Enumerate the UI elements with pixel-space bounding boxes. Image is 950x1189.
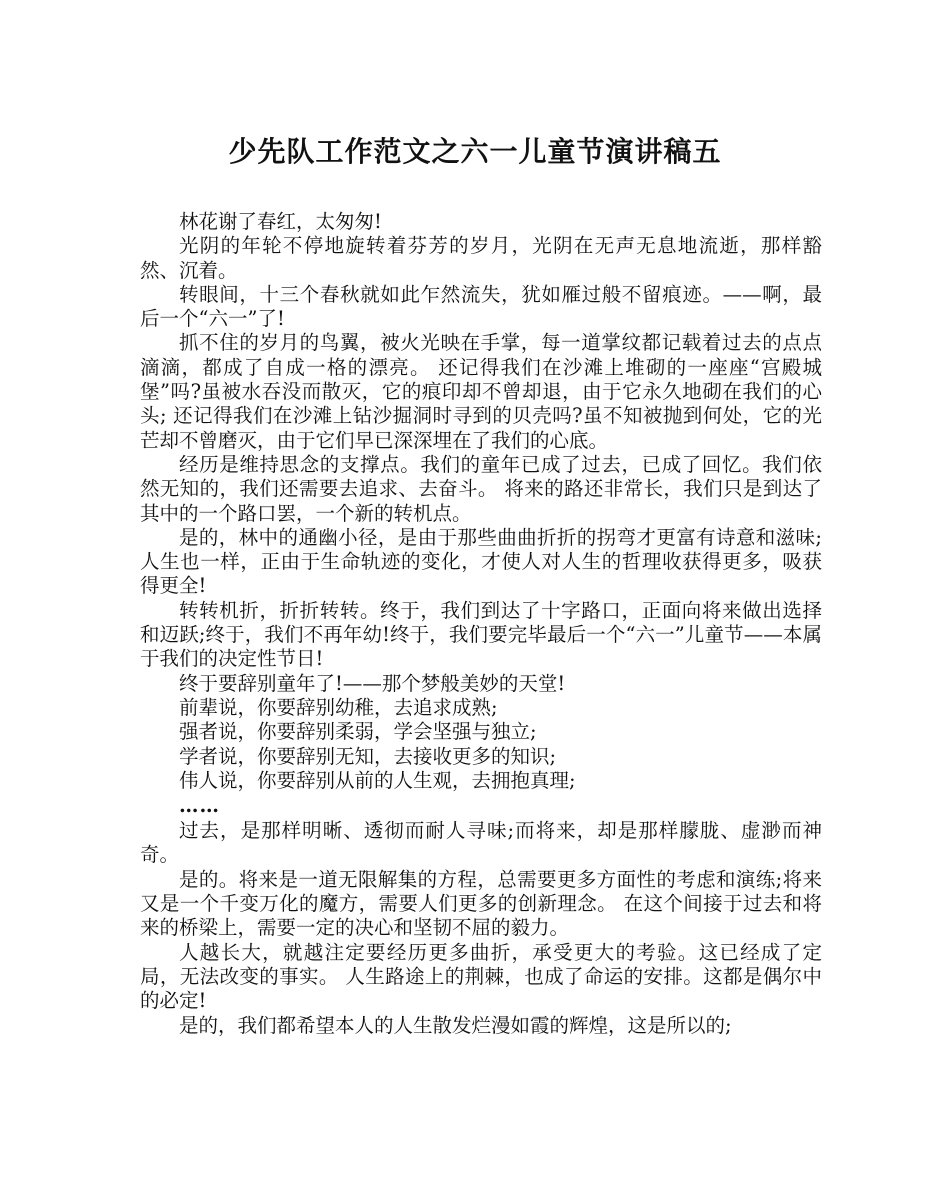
paragraph: 是的，我们都希望本人的人生散发烂漫如霞的辉煌，这是所以的; xyxy=(179,1013,732,1037)
paragraph: 抓不住的岁月的鸟翼，被火光映在手掌，每一道掌纹都记载着过去的点点滴滴，都成了自成一格的漂亮。 还记得我们在沙滩上堆砌的一座座“宫殿城堡”吗?虽被水吞没而散灭，它的痕印却不曾却退，由于它永久地砌在我们的心头; 还记得我们在沙滩上钻沙掘洞时寻到的贝壳吗?虽不知被抛到何处，它的光芒却不曾磨灭，由于它们早已深深埋在了我们的心底。 xyxy=(140,331,822,452)
paragraph: 学者说，你要辞别无知，去接收更多的知识; xyxy=(179,744,557,768)
paragraph: 是的。将来是一道无限解集的方程，总需要更多方面性的考虑和演练;将来又是一个千变万化的魔方，需要人们更多的创新理念。 在这个间接于过去和将来的桥梁上，需要一定的决心和坚韧不屈的毅力。 xyxy=(140,867,822,940)
document-body xyxy=(140,210,822,1038)
paragraph: 人越长大，就越注定要经历更多曲折，承受更大的考验。这已经成了定局，无法改变的事实。 人生路途上的荆棘，也成了命运的安排。这都是偶尔中的必定! xyxy=(140,940,822,1013)
ellipsis-line: …… xyxy=(179,794,220,818)
paragraph: 是的，林中的通幽小径，是由于那些曲曲折折的拐弯才更富有诗意和滋味;人生也一样，正由于生命轨迹的变化，才使人对人生的哲理收获得更多，吸获得更全! xyxy=(140,525,822,598)
paragraph: 转眼间，十三个春秋就如此乍然流失，犹如雁过般不留痕迹。——啊，最后一个“六一”了! xyxy=(140,282,822,331)
paragraph: 光阴的年轮不停地旋转着芬芳的岁月，光阴在无声无息地流逝，那样豁然、沉着。 xyxy=(140,234,822,282)
paragraph: 强者说，你要辞别柔弱，学会坚强与独立; xyxy=(179,720,537,744)
paragraph: 过去，是那样明晰、透彻而耐人寻味;而将来，却是那样朦胧、虚渺而神奇。 xyxy=(140,819,822,867)
paragraph: 转转机折，折折转转。终于，我们到达了十字路口，正面向将来做出选择和迈跃;终于，我们不再年幼!终于，我们要完毕最后一个“六一”儿童节——本属于我们的决定性节日! xyxy=(140,598,822,671)
document-title: 少先队工作范文之六一儿童节演讲稿五 xyxy=(228,135,722,168)
paragraph: 经历是维持思念的支撑点。我们的童年已成了过去，已成了回忆。我们依然无知的，我们还需要去追求、去奋斗。 将来的路还非常长，我们只是到达了其中的一个路口罢，一个新的转机点。 xyxy=(140,452,822,525)
paragraph: 林花谢了春红，太匆匆! xyxy=(179,210,382,233)
paragraph: 终于要辞别童年了!——那个梦般美妙的天堂! xyxy=(179,671,566,695)
paragraph: 前辈说，你要辞别幼稚，去追求成熟; xyxy=(179,695,498,719)
paragraph: 伟人说，你要辞别从前的人生观，去拥抱真理; xyxy=(179,768,576,792)
